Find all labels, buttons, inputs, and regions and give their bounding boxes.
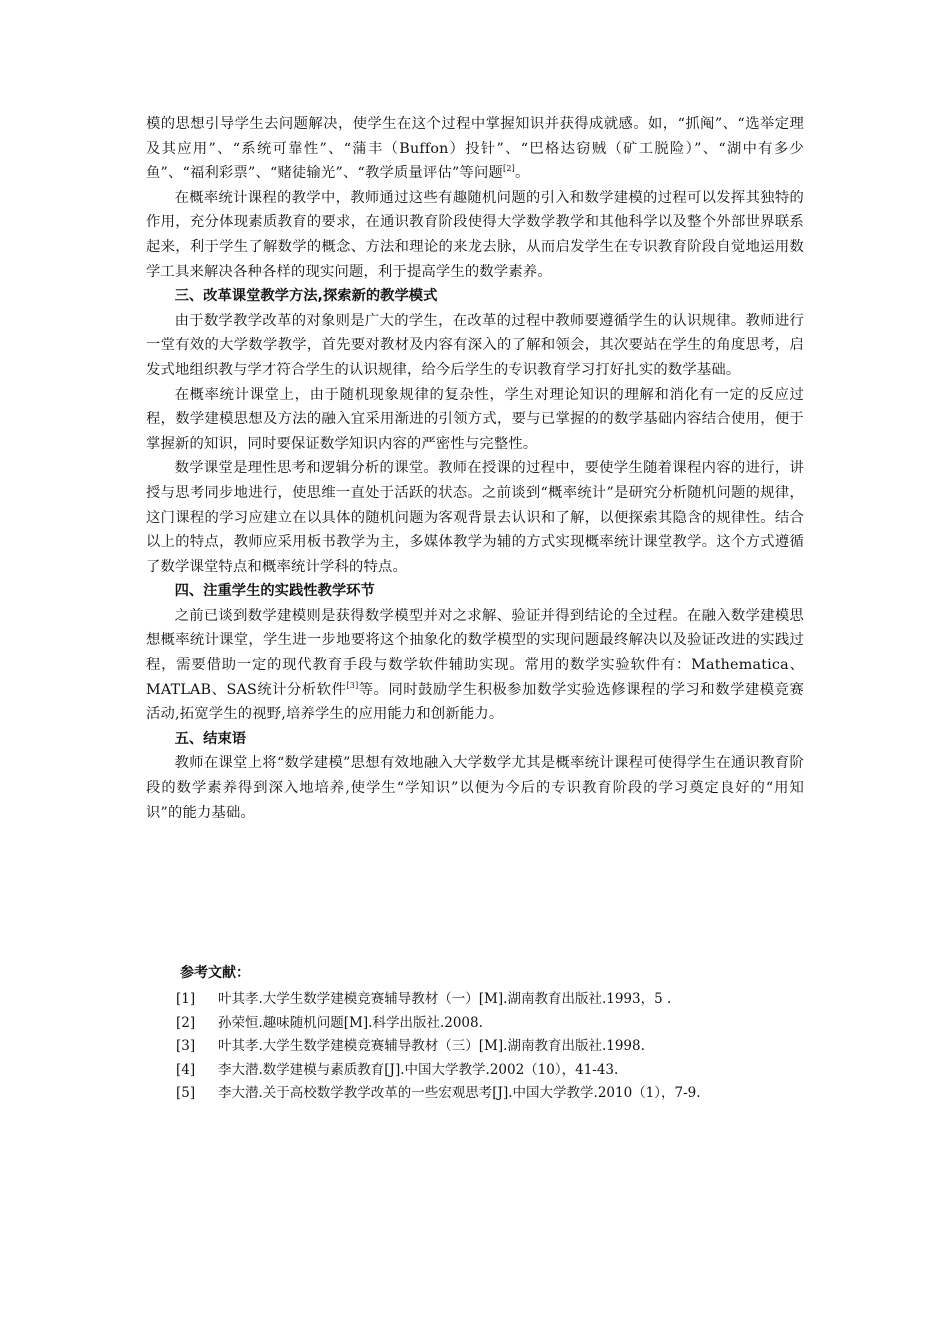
reference-number: [5] [176, 1085, 196, 1101]
reference-item [146, 1012, 804, 1036]
reference-text: 李大潜.关于高校数学教学改革的一些宏观思考[J].中国大学教学.2010（1），7-9. [218, 1085, 701, 1101]
paragraph [146, 604, 804, 727]
paragraph-text: 之前已谈到数学建模则是获得数学模型并对之求解、验证并得到结论的全过程。在融入数学建模思想概率统计课堂，学生进一步地要将这个抽象化的数学模型的实现问题最终解决以及验证改进的实践过程，需要借助一定的现代教育手段与数学软件辅助实现。常用的数学实验软件有：Mathematica、MATLAB、SAS统计分析软件 [146, 607, 804, 698]
paragraph: 由于数学教学改革的对象则是广大的学生，在改革的过程中教师要遵循学生的认识规律。教师进行一堂有效的大学数学教学，首先要对教材及内容有深入的了解和领会，其次要站在学生的角度思考，启发式地组织教与学才符合学生的认识规律，给今后学生的专识教育学习打好扎实的数学基础。 [146, 312, 804, 378]
paragraph-text: 模的思想引导学生去问题解决，使学生在这个过程中掌握知识并获得成就感。如，“抓阄”、“选举定理及其应用”、“系统可靠性”、“蒲丰（Buffon）投针”、“巴格达窃贼（矿工脱险）”、“湖中有多少鱼”、“福利彩票”、“赌徒输光”、“教学质量评估”等问题 [146, 116, 804, 182]
reference-number: [4] [176, 1061, 196, 1078]
references-section [146, 962, 804, 1106]
reference-text: 孙荣恒.趣味随机问题[M].科学出版社.2008. [218, 1014, 483, 1031]
paragraph: 教师在课堂上将“数学建模”思想有效地融入大学数学尤其是概率统计课程可使得学生在通识教育阶段的数学素养得到深入地培养,使学生“学知识”以便为今后的专识教育阶段的学习奠定良好的“用知识”的能力基础。 [146, 755, 804, 821]
paragraph: 在概率统计课程的教学中，教师通过这些有趣随机问题的引入和数学建模的过程可以发挥其独特的作用，充分体现素质教育的要求，在通识教育阶段使得大学数学教学和其他科学以及整个外部世界联系起来，利于学生了解数学的概念、方法和理论的来龙去脉，从而启发学生在专识教育阶段自觉地运用数学工具来解决各种各样的现实问题，利于提高学生的数学素养。 [146, 189, 804, 280]
reference-item [146, 1059, 804, 1083]
paragraph: 数学课堂是理性思考和逻辑分析的课堂。教师在授课的过程中，要使学生随着课程内容的进行，讲授与思考同步地进行，使思维一直处于活跃的状态。之前谈到“概率统计”是研究分析随机问题的规律，这门课程的学习应建立在以具体的随机问题为客观背景去认识和了解，以便探索其隐含的规律性。结合以上的特点，教师应采用板书教学为主，多媒体教学为辅的方式实现概率统计课堂教学。这个方式遵循了数学课堂特点和概率统计学科的特点。 [146, 460, 804, 575]
section-heading-5: 五、结束语 [174, 730, 247, 747]
reference-item [146, 1082, 804, 1106]
paragraph-tail: 等。同时鼓励学生积极参加数学实验选修课程的学习和数学建模竞赛活动,拓宽学生的视野,培养学生的应用能力和创新能力。 [146, 681, 805, 723]
section-heading-3: 三、改革课堂教学方法,探索新的教学模式 [174, 288, 438, 305]
reference-text: 李大潜.数学建模与素质教育[J].中国大学教学.2002（10），41-43. [218, 1061, 619, 1078]
reference-item [146, 1035, 804, 1059]
reference-text: 叶其孝.大学生数学建模竞赛辅导教材（一）[M].湖南教育出版社.1993，5 . [218, 991, 672, 1007]
reference-number: [2] [176, 1014, 196, 1031]
paragraph-tail: 。 [514, 165, 530, 182]
paragraph: 在概率统计课堂上，由于随机现象规律的复杂性，学生对理论知识的理解和消化有一定的反应过程，数学建模思想及方法的融入宜采用渐进的引领方式，要与已掌握的的数学基础内容结合使用，便于掌握新的知识，同时要保证数学知识内容的严密性与完整性。 [146, 386, 804, 452]
section-heading-4: 四、注重学生的实践性教学环节 [174, 583, 375, 600]
reference-text: 叶其孝.大学生数学建模竞赛辅导教材（三）[M].湖南教育出版社.1998. [218, 1038, 645, 1054]
paragraph-continued [146, 112, 804, 186]
citation-mark: [2] [503, 164, 515, 174]
citation-mark: [3] [346, 680, 359, 690]
references-title: 参考文献： [180, 965, 250, 981]
document-body [146, 112, 804, 825]
reference-number: [1] [176, 991, 196, 1007]
reference-item [146, 988, 804, 1012]
reference-number: [3] [176, 1038, 196, 1054]
